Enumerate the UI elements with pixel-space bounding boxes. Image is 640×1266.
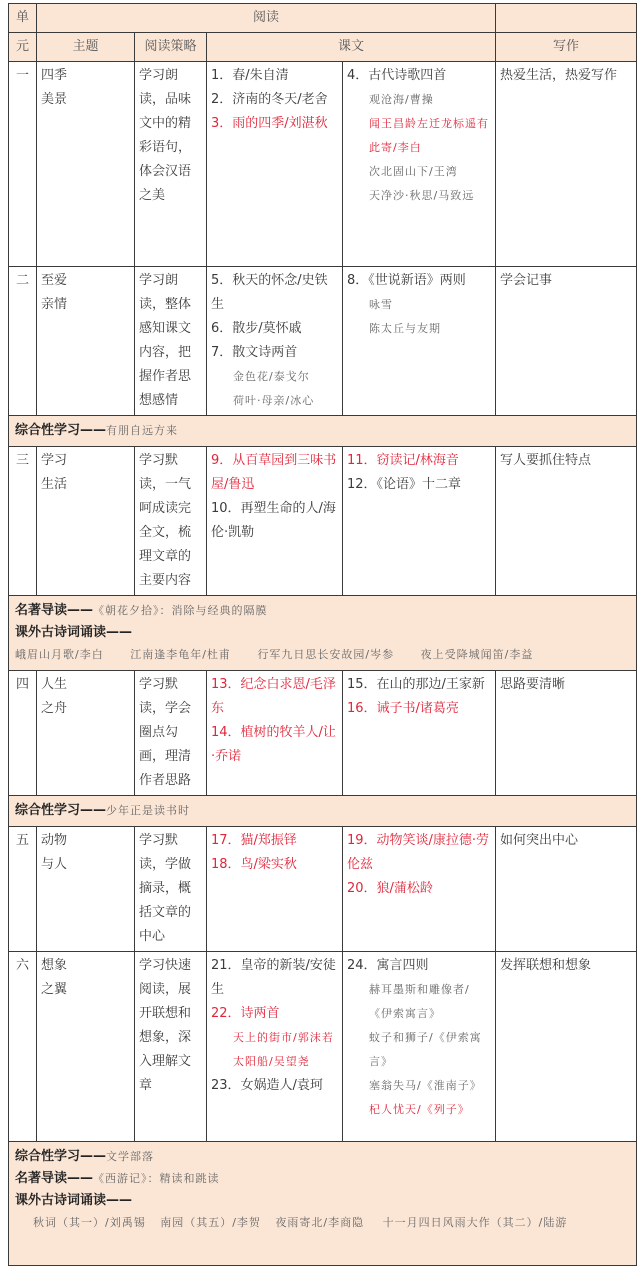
writing-topic: 如何突出中心 — [496, 827, 637, 952]
theme-line: 之舟 — [41, 701, 68, 716]
texts-column-a — [207, 267, 343, 416]
theme-line: 人生 — [41, 677, 68, 692]
theme-line: 亲情 — [41, 297, 68, 312]
text-item: 7．散文诗两首 — [211, 345, 298, 360]
poem-item: 夜上受降城闻笛/李益 — [420, 648, 534, 661]
text-item: 21．皇帝的新装/安徒生 — [211, 958, 336, 997]
unit-theme — [37, 952, 135, 1142]
header-unit-bottom: 元 — [9, 33, 37, 62]
text-item: 10．再塑生命的人/海伦·凯勒 — [211, 501, 336, 540]
texts-column-a — [207, 447, 343, 596]
text-subitem: 陈太丘与友期 — [369, 322, 441, 335]
poem-item: 南园（其五）/李贺 — [160, 1216, 261, 1229]
text-item: 13．纪念白求恩/毛泽东 — [211, 677, 336, 716]
writing-topic: 发挥联想和想象 — [496, 952, 637, 1142]
text-item: 15．在山的那边/王家新 — [347, 677, 485, 692]
header-unit-top: 单 — [9, 4, 37, 33]
unit-row-2 — [9, 267, 637, 416]
poems-list — [15, 1212, 630, 1234]
unit-theme — [37, 671, 135, 796]
text-item: 20．狼/蒲松龄 — [347, 881, 433, 896]
unit-number: 五 — [9, 827, 37, 952]
unit-number: 四 — [9, 671, 37, 796]
theme-line: 想象 — [41, 958, 68, 973]
text-subitem: 赫耳墨斯和雕像者/《伊索寓言》 — [369, 983, 470, 1020]
texts-column-a — [207, 827, 343, 952]
text-item: 6．散步/莫怀戚 — [211, 321, 302, 336]
unit-number: 六 — [9, 952, 37, 1142]
poem-item: 秋词（其一）/刘禹锡 — [33, 1216, 146, 1229]
poem-item: 江南逢李龟年/杜甫 — [130, 648, 231, 661]
texts-column-b — [343, 671, 496, 796]
unit-row-5 — [9, 827, 637, 952]
text-item: 12．《论语》十二章 — [347, 477, 462, 492]
text-subitem: 荷叶·母亲/冰心 — [233, 394, 315, 407]
unit-theme — [37, 267, 135, 416]
reading-strategy: 学习默读，一气呵成读完全文，梳理文章的主要内容 — [135, 447, 207, 596]
theme-line: 生活 — [41, 477, 68, 492]
text-subitem: 金色花/泰戈尔 — [233, 370, 310, 383]
texts-column-b — [343, 447, 496, 596]
theme-line: 美景 — [41, 92, 68, 107]
band-label: 名著导读—— — [15, 1171, 94, 1186]
poem-item: 行军九日思长安故园/岑参 — [257, 648, 395, 661]
writing-topic: 写人要抓住特点 — [496, 447, 637, 596]
poem-item: 夜雨寄北/李商隐 — [275, 1216, 365, 1229]
texts-column-b — [343, 267, 496, 416]
text-item: 24．寓言四则 — [347, 958, 429, 973]
writing-topic: 学会记事 — [496, 267, 637, 416]
header-row-2 — [9, 33, 637, 62]
theme-line: 之翼 — [41, 982, 68, 997]
text-item: 16．诫子书/诸葛亮 — [347, 701, 459, 716]
text-subitem: 次北固山下/王湾 — [369, 165, 458, 178]
text-item: 19．动物笑谈/康拉德·劳伦兹 — [347, 833, 490, 872]
header-reading: 阅读 — [37, 4, 496, 33]
band-content: 《朝花夕拾》：消除与经典的隔膜 — [93, 604, 268, 617]
text-subitem: 塞翁失马/《淮南子》 — [369, 1079, 482, 1092]
final-activities-band — [9, 1142, 637, 1266]
unit-row-4 — [9, 671, 637, 796]
integrated-study-line — [15, 1146, 630, 1168]
header-strategy: 阅读策略 — [135, 33, 207, 62]
theme-line: 至爱 — [41, 273, 68, 288]
header-row-1 — [9, 4, 637, 33]
unit-number: 一 — [9, 62, 37, 267]
band-label: 名著导读—— — [15, 603, 94, 618]
curriculum-table-container — [8, 3, 636, 1266]
texts-column-b — [343, 827, 496, 952]
writing-topic: 热爱生活，热爱写作 — [496, 62, 637, 267]
classic-reading-line — [15, 1168, 630, 1190]
theme-line: 学习 — [41, 453, 68, 468]
texts-column-b — [343, 62, 496, 267]
integrated-study-band — [9, 796, 637, 827]
text-item: 17．猫/郑振铎 — [211, 833, 297, 848]
texts-column-b — [343, 952, 496, 1142]
theme-line: 四季 — [41, 68, 68, 83]
poems-list — [15, 644, 630, 666]
text-item: 23．女娲造人/袁珂 — [211, 1078, 323, 1093]
theme-line: 与人 — [41, 857, 68, 872]
text-subitem: 观沧海/曹操 — [369, 93, 434, 106]
classics-and-poems-band — [9, 596, 637, 671]
band-label: 综合性学习—— — [15, 1149, 107, 1164]
unit-number: 二 — [9, 267, 37, 416]
header-blank — [496, 4, 637, 33]
reading-strategy: 学习快速阅读，展开联想和想象，深入理解文章 — [135, 952, 207, 1142]
band-content: 文学部落 — [106, 1150, 155, 1163]
band-content: 少年正是读书时 — [106, 804, 191, 817]
reading-strategy: 学习朗读，品味文中的精彩语句，体会汉语之美 — [135, 62, 207, 267]
poem-item: 十一月四日风雨大作（其二）/陆游 — [382, 1216, 568, 1229]
text-subitem: 蚊子和狮子/《伊索寓言》 — [369, 1031, 482, 1068]
reading-strategy: 学习默读，学会圈点勾画，理清作者思路 — [135, 671, 207, 796]
text-item: 14．植树的牧羊人/让·乔诺 — [211, 725, 336, 764]
writing-topic: 思路要清晰 — [496, 671, 637, 796]
text-subitem: 天净沙·秋思/马致远 — [369, 189, 475, 202]
unit-number: 三 — [9, 447, 37, 596]
unit-theme — [37, 62, 135, 267]
poem-item: 峨眉山月歌/李白 — [15, 648, 104, 661]
text-subitem: 太阳船/吴望尧 — [233, 1055, 310, 1068]
reading-strategy: 学习朗读，整体感知课文内容，把握作者思想感情 — [135, 267, 207, 416]
texts-column-a — [207, 62, 343, 267]
text-subitem: 闻王昌龄左迁龙标遥有此寄/李白 — [369, 117, 489, 154]
text-item: 4．古代诗歌四首 — [347, 68, 447, 83]
unit-theme — [37, 827, 135, 952]
theme-line: 动物 — [41, 833, 68, 848]
curriculum-table — [8, 3, 637, 1266]
text-item: 3．雨的四季/刘湛秋 — [211, 116, 328, 131]
band-content: 《西游记》：精读和跳读 — [93, 1172, 220, 1185]
band-label: 综合性学习—— — [15, 423, 107, 438]
poems-label: 课外古诗词诵读—— — [15, 625, 133, 640]
texts-column-a — [207, 952, 343, 1142]
unit-theme — [37, 447, 135, 596]
unit-row-3 — [9, 447, 637, 596]
header-texts: 课文 — [207, 33, 496, 62]
text-item: 18．鸟/梁实秋 — [211, 857, 297, 872]
poems-label: 课外古诗词诵读—— — [15, 1193, 133, 1208]
integrated-study-band — [9, 416, 637, 447]
text-item: 8．《世说新语》两则 — [347, 273, 466, 288]
band-label: 综合性学习—— — [15, 803, 107, 818]
text-subitem: 杞人忧天/《列子》 — [369, 1103, 470, 1116]
texts-column-a — [207, 671, 343, 796]
text-item: 2．济南的冬天/老舍 — [211, 92, 328, 107]
band-content: 有朋自远方来 — [106, 424, 179, 437]
reading-strategy: 学习默读，学做摘录，概括文章的中心 — [135, 827, 207, 952]
text-subitem: 天上的街市/郭沫若 — [233, 1031, 334, 1044]
unit-row-1 — [9, 62, 637, 267]
unit-row-6 — [9, 952, 637, 1142]
text-item: 22．诗两首 — [211, 1006, 280, 1021]
text-item: 5．秋天的怀念/史铁生 — [211, 273, 328, 312]
text-item: 9．从百草园到三味书屋/鲁迅 — [211, 453, 337, 492]
header-theme: 主题 — [37, 33, 135, 62]
header-writing: 写作 — [496, 33, 637, 62]
text-item: 1．春/朱自清 — [211, 68, 289, 83]
text-subitem: 咏雪 — [369, 298, 393, 311]
classic-reading-line — [15, 600, 630, 622]
text-item: 11．窃读记/林海音 — [347, 453, 459, 468]
